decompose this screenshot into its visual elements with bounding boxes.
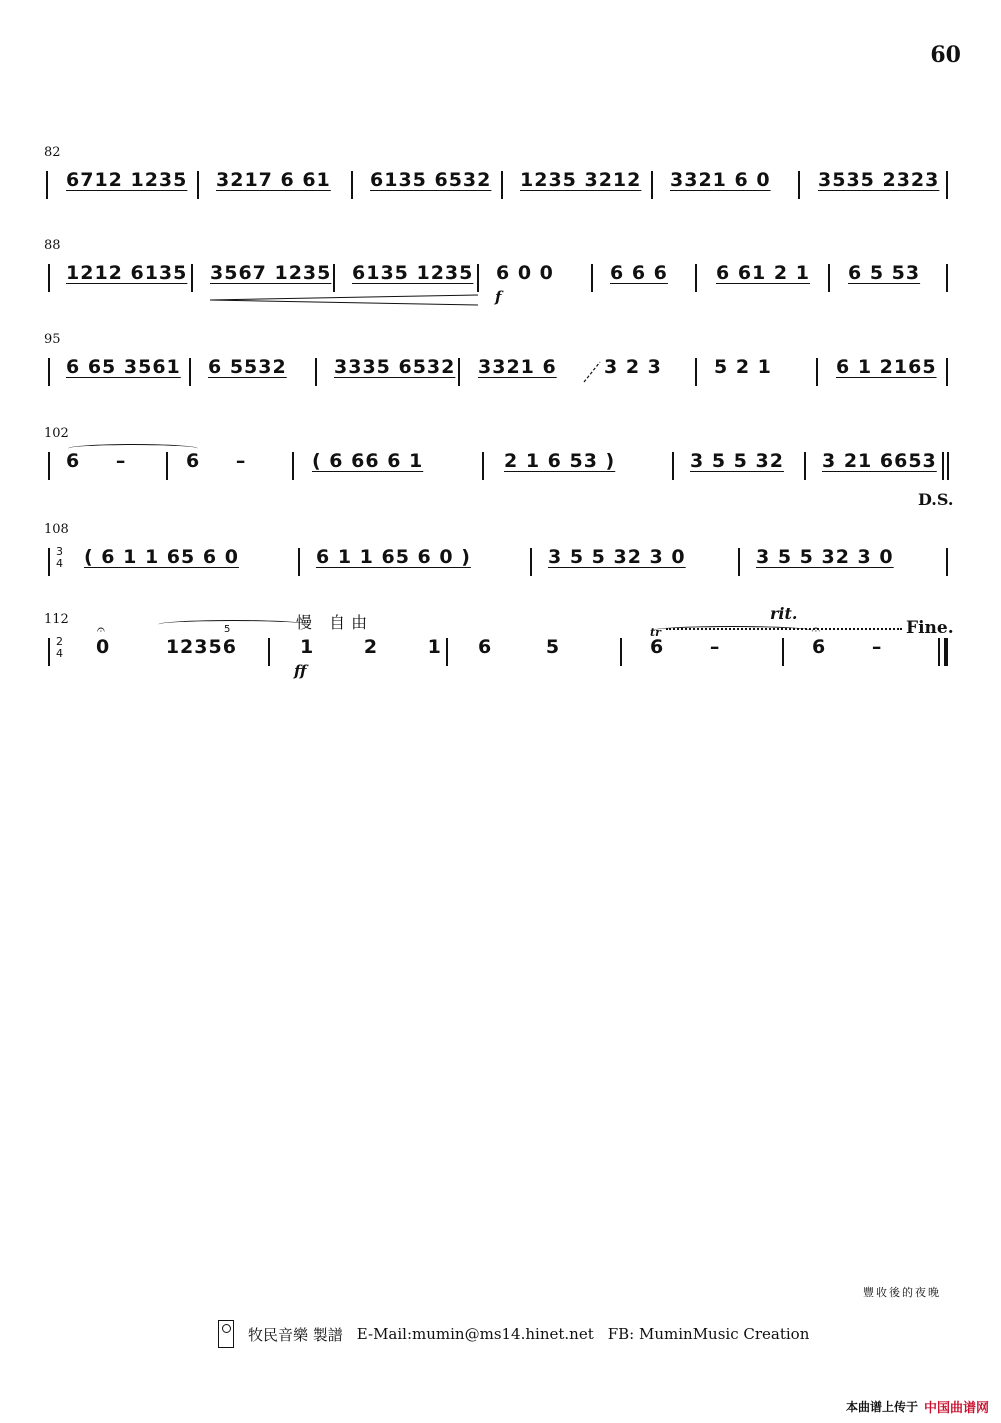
tie-arc xyxy=(652,626,812,635)
barline xyxy=(48,638,50,666)
measure: 1212 6135 xyxy=(66,262,188,284)
measure: 5 2 1 xyxy=(714,356,772,378)
measure: 3 5 5 32 3 0 xyxy=(756,546,894,568)
barline xyxy=(351,171,353,199)
upload-notice xyxy=(846,1397,989,1416)
barline xyxy=(48,264,50,292)
barline xyxy=(482,452,484,480)
fine-mark: Fine. xyxy=(906,618,954,638)
barline xyxy=(946,358,948,386)
measure: 6 65 3561 xyxy=(66,356,181,378)
piece-title: 豐收後的夜晚 xyxy=(863,1286,941,1299)
time-signature-top: 3 xyxy=(56,545,63,558)
measure: 3335 6532 xyxy=(334,356,456,378)
fermata-mark: 𝄐 xyxy=(97,622,105,638)
barline xyxy=(189,358,191,386)
measure: 6 61 2 1 xyxy=(716,262,810,284)
measure: 6 5 xyxy=(478,636,561,658)
measure: 6135 6532 xyxy=(370,169,492,191)
barline xyxy=(48,452,50,480)
staff-system xyxy=(40,238,960,318)
da-segno-mark: D.S. xyxy=(918,490,954,509)
barline xyxy=(46,171,48,199)
barline xyxy=(197,171,199,199)
measure: 3321 6 0 xyxy=(670,169,771,191)
measure: 6712 1235 xyxy=(66,169,188,191)
barline xyxy=(804,452,806,480)
measure: 3 2 3 xyxy=(604,356,662,378)
staff xyxy=(40,446,960,509)
fermata-mark: 𝄐 xyxy=(812,622,820,638)
barline xyxy=(782,638,784,666)
measure: 3217 6 61 xyxy=(216,169,331,191)
time-signature-bottom: 4 xyxy=(56,647,63,660)
staff-system xyxy=(40,145,960,225)
measure-number: 95 xyxy=(44,332,61,347)
publisher-facebook: FB: MuminMusic Creation xyxy=(607,1325,810,1343)
measure: 0 12356 xyxy=(96,636,237,658)
measure-number: 88 xyxy=(44,238,61,253)
measure: 6 – xyxy=(650,636,721,658)
trill-mark: tr xyxy=(650,626,661,639)
staff xyxy=(40,542,960,582)
publisher-logo-icon xyxy=(218,1320,234,1348)
staff-system xyxy=(40,604,960,692)
staff-system xyxy=(40,522,960,602)
measure: 3321 6 xyxy=(478,356,557,378)
time-signature-top: 2 xyxy=(56,635,63,648)
barline xyxy=(191,264,193,292)
staff-system xyxy=(40,332,960,412)
measure: 6 – xyxy=(812,636,883,658)
barline xyxy=(620,638,622,666)
measure: 3567 1235 xyxy=(210,262,332,284)
measure: 6135 1235 xyxy=(352,262,474,284)
measure: ( 6 1 1 65 6 0 xyxy=(84,546,239,568)
barline xyxy=(798,171,800,199)
barline xyxy=(738,548,740,576)
time-signature xyxy=(56,636,63,660)
barline xyxy=(268,638,270,666)
measure-number: 102 xyxy=(44,426,69,441)
barline xyxy=(946,548,948,576)
time-signature xyxy=(56,546,63,570)
ritardando-mark: rit. xyxy=(770,604,798,623)
dynamic-mark: f xyxy=(495,288,502,306)
measure: 6 1 1 65 6 0 ) xyxy=(316,546,471,568)
measure-number: 112 xyxy=(44,612,69,627)
barline xyxy=(333,264,335,292)
measure: 2 1 6 53 ) xyxy=(504,450,616,472)
barline xyxy=(591,264,593,292)
measure-number: 108 xyxy=(44,522,69,537)
barline xyxy=(315,358,317,386)
barline xyxy=(946,171,948,199)
measure: 3 5 5 32 3 0 xyxy=(548,546,686,568)
time-signature-bottom: 4 xyxy=(56,557,63,570)
barline xyxy=(695,358,697,386)
staff xyxy=(40,258,960,306)
barline xyxy=(477,264,479,292)
measure: 3 5 5 32 xyxy=(690,450,784,472)
tempo-marking: 慢 自由 xyxy=(296,613,374,632)
barline xyxy=(828,264,830,292)
measure: 6 1 2165 xyxy=(836,356,937,378)
barline xyxy=(48,358,50,386)
double-barline xyxy=(942,452,944,480)
glissando-mark xyxy=(580,356,604,386)
measure: 3 21 6653 xyxy=(822,450,937,472)
staff xyxy=(40,352,960,392)
barline xyxy=(458,358,460,386)
barline xyxy=(530,548,532,576)
barline xyxy=(651,171,653,199)
barline xyxy=(672,452,674,480)
publisher-name: 牧民音樂 製譜 xyxy=(248,1325,343,1344)
site-logo[interactable]: 中国曲谱网 xyxy=(923,1401,989,1416)
dynamic-mark: ff xyxy=(294,662,307,680)
measure: 6 – xyxy=(186,450,247,472)
crescendo-hairpin xyxy=(210,294,480,306)
measure: 3535 2323 xyxy=(818,169,940,191)
publisher-credit xyxy=(218,1320,809,1348)
phrase-slur xyxy=(158,620,308,629)
measure-number: 82 xyxy=(44,145,61,160)
measure: 6 – xyxy=(66,450,127,472)
page-number: 60 xyxy=(930,42,961,68)
barline xyxy=(695,264,697,292)
barline xyxy=(501,171,503,199)
measure: 6 5532 xyxy=(208,356,287,378)
final-barline xyxy=(938,638,940,666)
staff xyxy=(40,165,960,205)
barline xyxy=(446,638,448,666)
publisher-email: E-Mail:mumin@ms14.hinet.net xyxy=(356,1325,594,1343)
barline xyxy=(48,548,50,576)
barline xyxy=(298,548,300,576)
barline xyxy=(946,264,948,292)
barline xyxy=(292,452,294,480)
barline xyxy=(166,452,168,480)
upload-text: 本曲谱上传于 xyxy=(845,1400,918,1414)
measure: 6 6 6 xyxy=(610,262,668,284)
measure: 6 5 53 xyxy=(848,262,921,284)
staff-system xyxy=(40,426,960,509)
measure: 1235 3212 xyxy=(520,169,642,191)
tuplet-number: 5 xyxy=(224,624,231,635)
barline xyxy=(816,358,818,386)
measure: 6 0 0 xyxy=(496,262,554,284)
measure: 1 2 1 xyxy=(300,636,442,658)
measure: ( 6 66 6 1 xyxy=(312,450,424,472)
